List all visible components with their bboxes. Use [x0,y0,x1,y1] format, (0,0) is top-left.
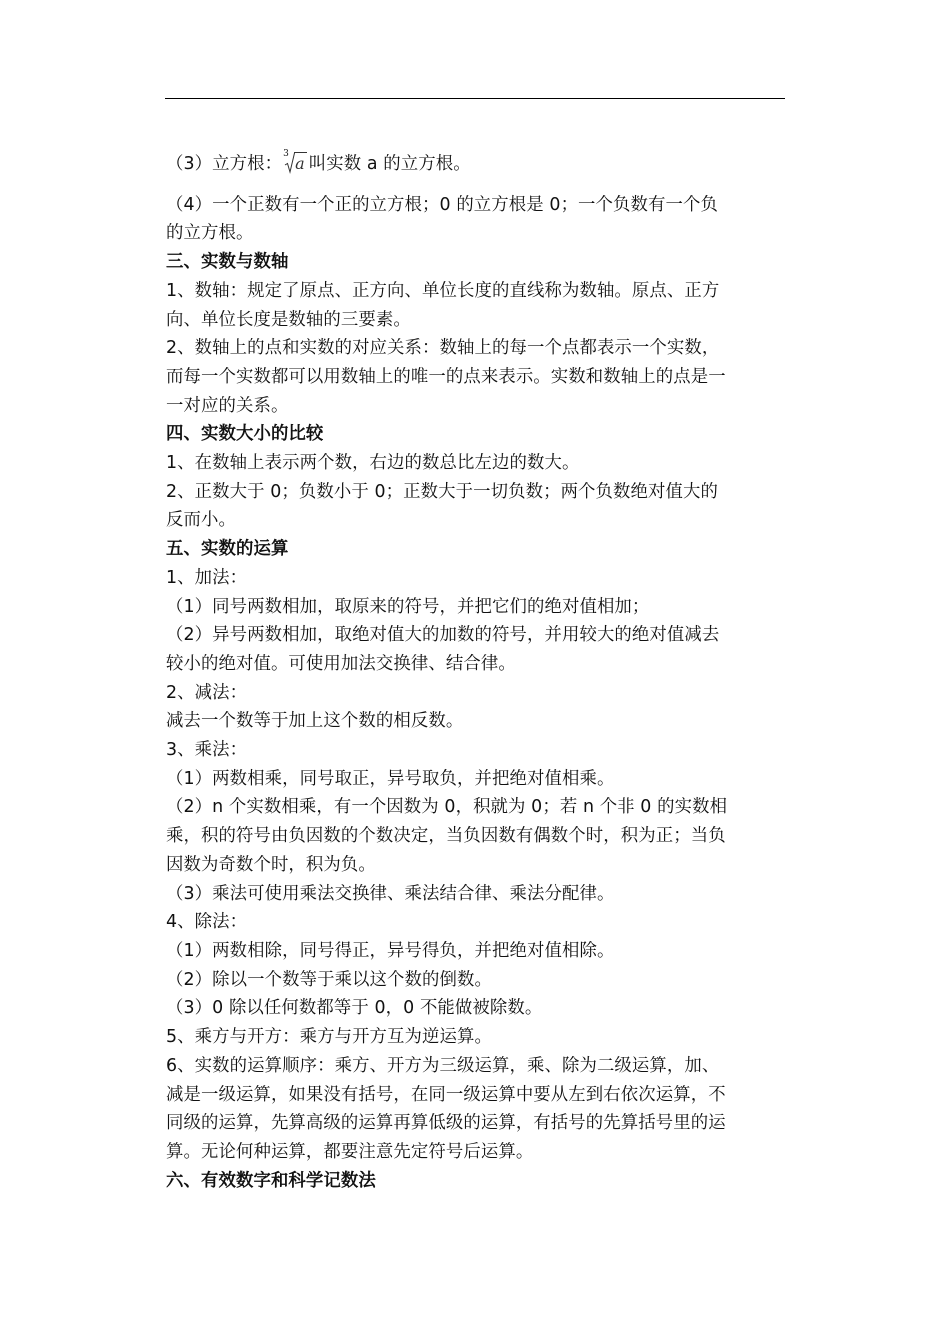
multiplication-rule-2: （2）n 个实数相乘，有一个因数为 0，积就为 0；若 n 个非 0 的实数相 乘，积的符号由负因数的个数决定，当负因数有偶数个时，积为正；当负 因数为奇数个时，积为负。 [166,797,728,875]
operation-order-rule: 6、实数的运算顺序：乘方、开方为三级运算，乘、除为二级运算，加、 减是一级运算，如果没有括号，在同一级运算中要从左到右依次运算，不 同级的运算，先算高级的运算再算低级的运算，有括号的先算括号里的运 算。无论何种运算，都要注意先定符号后运算。 [166,1055,726,1162]
division-rule-2: （2）除以一个数等于乘以这个数的倒数。 [166,969,492,990]
division-title: 4、除法： [166,912,248,933]
radicand: a [295,154,305,173]
multiplication-rule-3: （3）乘法可使用乘法交换律、乘法结合律、乘法分配律。 [166,883,615,904]
root-index: 3 [283,149,289,159]
section-heading-5: 五、实数的运算 [166,539,289,560]
section-heading-4: 四、实数大小的比较 [166,424,324,445]
addition-title: 1、加法： [166,567,248,588]
addition-rule-1: （1）同号两数相加，取原来的符号，并把它们的绝对值相加； [166,596,650,617]
section-heading-3: 三、实数与数轴 [166,252,289,273]
document-body [166,150,786,1195]
cube-root-property: （4）一个正数有一个正的立方根；0 的立方根是 0；一个负数有一个负 的立方根。 [166,194,718,244]
subtraction-title: 2、减法： [166,682,248,703]
cube-root-formula [283,149,307,173]
division-rule-3: （3）0 除以任何数都等于 0，0 不能做被除数。 [166,998,543,1019]
division-rule-1: （1）两数相除，同号得正，异号得负，并把绝对值相除。 [166,940,615,961]
number-line-correspondence: 2、数轴上的点和实数的对应关系：数轴上的每一个点都表示一个实数， 而每一个实数都可以用数轴上的唯一的点来表示。实数和数轴上的点是一 一对应的关系。 [166,338,726,416]
multiplication-title: 3、乘法： [166,740,248,761]
cube-root-definition: （3）立方根： 3 a 叫实数 a 的立方根。 [166,149,471,174]
compare-rule-2: 2、正数大于 0；负数小于 0；正数大于一切负数；两个负数绝对值大的 反而小。 [166,481,718,531]
subtraction-rule: 减去一个数等于加上这个数的相反数。 [166,711,464,732]
compare-rule-1: 1、在数轴上表示两个数，右边的数总比左边的数大。 [166,453,580,474]
header-rule [165,98,785,99]
multiplication-rule-1: （1）两数相乘，同号取正，异号取负，并把绝对值相乘。 [166,768,615,789]
section-heading-6: 六、有效数字和科学记数法 [166,1170,376,1191]
number-line-definition: 1、数轴：规定了原点、正方向、单位长度的直线称为数轴。原点、正方 向、单位长度是数轴的三要素。 [166,280,720,330]
power-root-rule: 5、乘方与开方：乘方与开方互为逆运算。 [166,1027,492,1048]
addition-rule-2: （2）异号两数相加，取绝对值大的加数的符号，并用较大的绝对值减去 较小的绝对值。可使用加法交换律、结合律。 [166,625,720,674]
